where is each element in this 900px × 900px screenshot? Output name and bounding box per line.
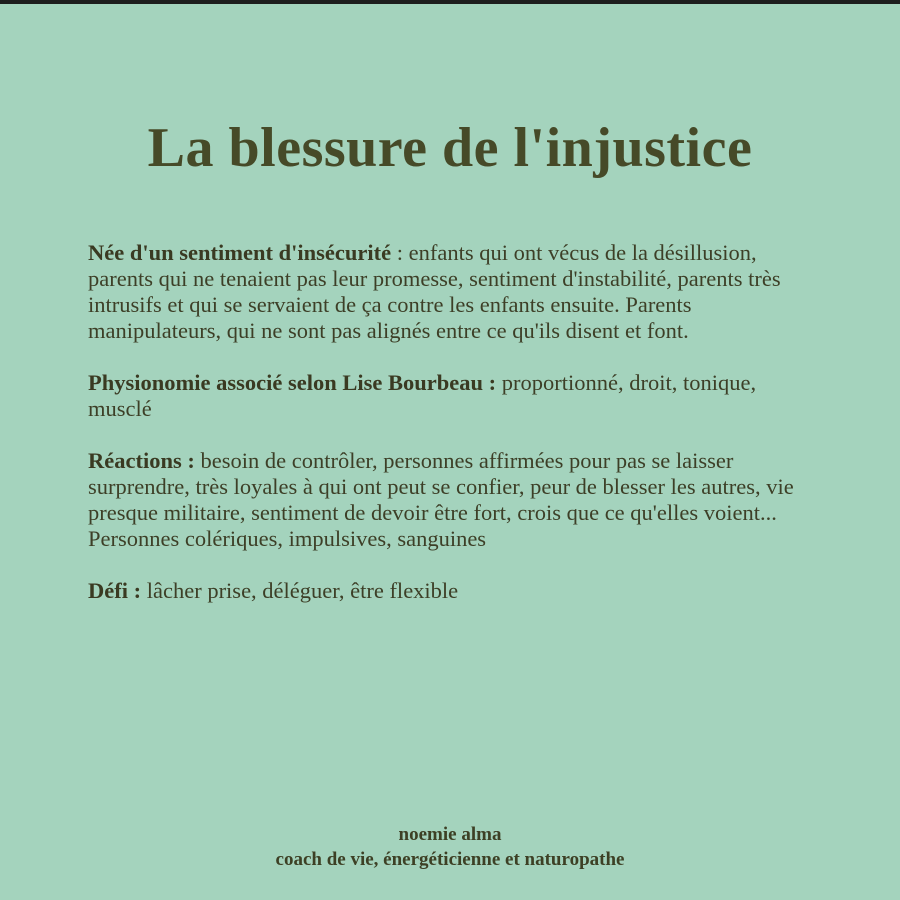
page-title: La blessure de l'injustice xyxy=(147,117,753,179)
section-physiognomy-label: Physionomie associé selon Lise Bourbeau : xyxy=(88,370,497,395)
section-challenge-label: Défi : xyxy=(88,578,142,603)
section-challenge xyxy=(88,578,818,604)
section-reactions-label: Réactions : xyxy=(88,448,195,473)
section-challenge-text: lâcher prise, déléguer, être flexible xyxy=(141,578,459,603)
section-origin-label: Née d'un sentiment d'insécurité xyxy=(88,240,392,265)
section-reactions xyxy=(88,448,818,552)
content-body xyxy=(88,240,818,630)
author-signature xyxy=(0,822,900,872)
section-reactions-text: besoin de contrôler, personnes affirmées pour pas se laisser surprendre, très loyales à qui ont peut se confier, peur de blesser les autres, vie presque militaire, sentiment de devoir être fort, crois que ce qu'elles voient... Personnes colériques, impulsives, sanguines xyxy=(88,448,794,551)
section-physiognomy-text: proportionné, droit, tonique, musclé xyxy=(88,370,757,421)
section-origin xyxy=(88,240,818,344)
section-origin-text: : enfants qui ont vécus de la désillusion, parents qui ne tenaient pas leur promesse, sentiment d'instabilité, parents très intrusifs et qui se servaient de ça contre les enfants ensuite. Parents manipulateurs, qui ne sont pas alignés entre ce qu'ils disent et font. xyxy=(88,240,781,343)
section-physiognomy xyxy=(88,370,818,422)
author-name: noemie alma xyxy=(398,824,502,845)
author-tagline: coach de vie, énergéticienne et naturopathe xyxy=(275,849,625,870)
